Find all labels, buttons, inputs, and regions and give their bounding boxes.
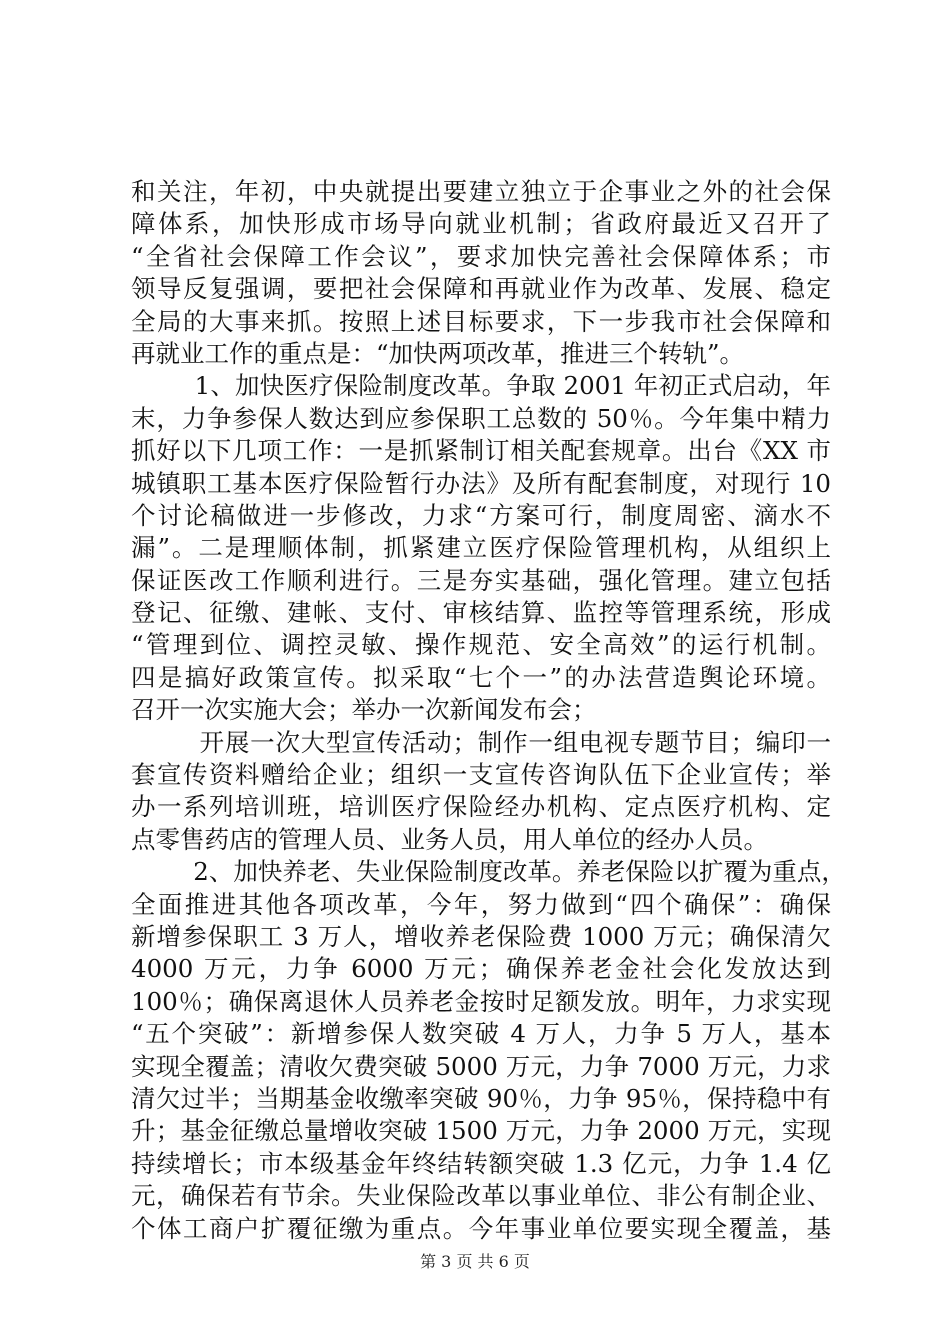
page-footer: 第 3 页 共 6 页 bbox=[420, 1252, 530, 1271]
text-line: 2、加快养老、失业保险制度改革。养老保险以扩覆为重点， bbox=[131, 857, 846, 887]
text-line: “管理到位、调控灵敏、操作规范、安全高效”的运行机制。 bbox=[131, 630, 831, 660]
text-line: 召开一次实施大会；举办一次新闻发布会； bbox=[131, 695, 597, 725]
text-line: 套宣传资料赠给企业；组织一支宣传咨询队伍下企业宣传；举 bbox=[131, 760, 831, 790]
text-line: 持续增长；市本级基金年终结转额突破 1.3 亿元，力争 1.4 亿 bbox=[131, 1148, 831, 1178]
text-line: 新增参保职工 3 万人，增收养老保险费 1000 万元；确保清欠 bbox=[131, 921, 831, 951]
text-line: 障体系，加快形成市场导向就业机制；省政府最近又召开了 bbox=[131, 209, 831, 239]
text-line: 末，力争参保人数达到应参保职工总数的 50％。今年集中精力 bbox=[131, 403, 831, 433]
text-line: 办一系列培训班，培训医疗保险经办机构、定点医疗机构、定 bbox=[131, 792, 831, 822]
text-line: 保证医改工作顺利进行。三是夯实基础，强化管理。建立包括 bbox=[131, 565, 831, 595]
text-line: 个讨论稿做进一步修改，力求“方案可行，制度周密、滴水不 bbox=[131, 500, 831, 530]
text-line: 升；基金征缴总量增收突破 1500 万元，力争 2000 万元，实现 bbox=[131, 1116, 831, 1146]
text-line: 全局的大事来抓。按照上述目标要求，下一步我市社会保障和 bbox=[131, 306, 831, 336]
text-line: 100％；确保离退休人员养老金按时足额发放。明年，力求实现 bbox=[131, 986, 831, 1016]
text-line: 领导反复强调，要把社会保障和再就业作为改革、发展、稳定 bbox=[131, 274, 831, 304]
text-line: 四是搞好政策宣传。拟采取“七个一”的办法营造舆论环境。 bbox=[131, 662, 831, 692]
text-line: 全面推进其他各项改革，今年，努力做到“四个确保”：确保 bbox=[131, 889, 831, 919]
text-line: 1、加快医疗保险制度改革。争取 2001 年初正式启动，年 bbox=[131, 371, 831, 401]
text-line: 个体工商户扩覆征缴为重点。今年事业单位要实现全覆盖，基 bbox=[131, 1213, 831, 1243]
text-line: 登记、征缴、建帐、支付、审核结算、监控等管理系统，形成 bbox=[131, 598, 831, 628]
text-line: 城镇职工基本医疗保险暂行办法》及所有配套制度，对现行 10 bbox=[131, 468, 831, 498]
text-line: 清欠过半；当期基金收缴率突破 90％，力争 95％，保持稳中有 bbox=[131, 1083, 831, 1113]
text-line: 点零售药店的管理人员、业务人员，用人单位的经办人员。 bbox=[131, 824, 768, 854]
text-line: “全省社会保障工作会议”，要求加快完善社会保障体系；市 bbox=[131, 241, 831, 271]
text-line: 和关注，年初，中央就提出要建立独立于企事业之外的社会保 bbox=[131, 177, 831, 206]
text-line: 漏”。二是理顺体制，抓紧建立医疗保险管理机构，从组织上 bbox=[131, 533, 831, 563]
text-line: 元，确保若有节余。失业保险改革以事业单位、非公有制企业、 bbox=[131, 1181, 831, 1211]
text-line: 再就业工作的重点是：“加快两项改革，推进三个转轨”。 bbox=[131, 338, 745, 368]
text-line: 实现全覆盖；清收欠费突破 5000 万元，力争 7000 万元，力求 bbox=[131, 1051, 831, 1081]
text-line: 4000 万元，力争 6000 万元；确保养老金社会化发放达到 bbox=[131, 954, 831, 984]
text-line: 抓好以下几项工作：一是抓紧制订相关配套规章。出台《XX 市 bbox=[131, 436, 831, 466]
text-line: “五个突破”：新增参保人数突破 4 万人，力争 5 万人，基本 bbox=[131, 1019, 831, 1049]
text-line: 开展一次大型宣传活动；制作一组电视专题节目；编印一 bbox=[131, 727, 831, 757]
document-body bbox=[131, 176, 846, 1245]
